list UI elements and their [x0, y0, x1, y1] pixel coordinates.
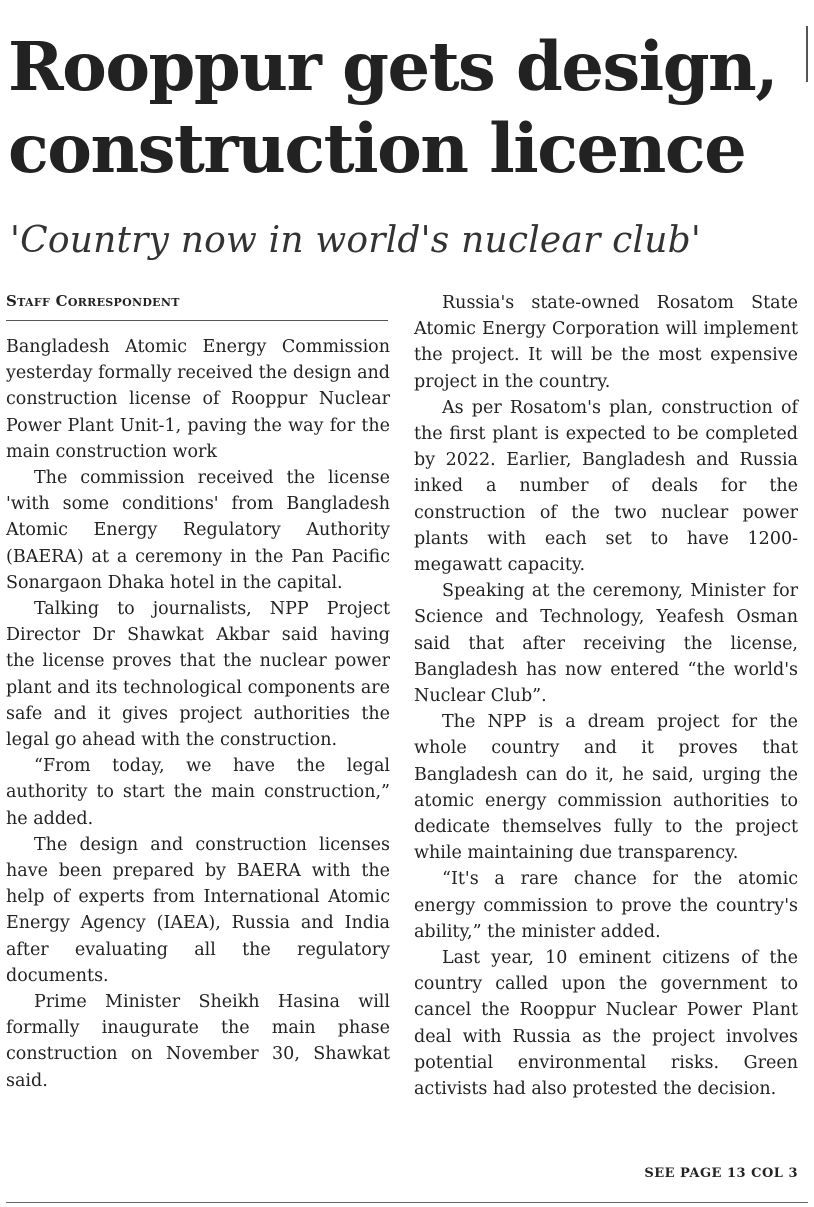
- paragraph: Prime Minister Sheikh Hasina will formally inaugurate the main phase construction on November 30, Shawkat said.: [6, 992, 390, 1091]
- paragraph: “From today, we have the legal authority to start the main construction,” he added.: [6, 756, 390, 829]
- article-column-right: [414, 290, 798, 1102]
- byline-divider: [6, 320, 388, 321]
- paragraph: Russia's state-owned Rosatom State Atomic Energy Corporation will implement the project. It will be the most expensive project in the country.: [414, 293, 798, 392]
- byline: Staff Correspondent: [6, 292, 180, 310]
- headline-line-1: Rooppur gets design,: [8, 27, 778, 106]
- subheadline: 'Country now in world's nuclear club': [10, 220, 701, 261]
- paragraph: Speaking at the ceremony, Minister for Science and Technology, Yeafesh Osman said that after receiving the license, Bangladesh has now entered “the world's Nuclear Club”.: [414, 581, 798, 707]
- paragraph: “It's a rare chance for the atomic energy commission to prove the country's ability,” the minister added.: [414, 869, 798, 942]
- paragraph: Talking to journalists, NPP Project Director Dr Shawkat Akbar said having the license proves that the nuclear power plant and its technological components are safe and it gives project authorities the legal go ahead with the construction.: [6, 599, 390, 751]
- headline: [8, 26, 808, 190]
- paragraph: The design and construction licenses have been prepared by BAERA with the help of experts from International Atomic Energy Agency (IAEA), Russia and India after evaluating all the regulatory documents.: [6, 834, 390, 986]
- headline-line-2: construction licence: [8, 109, 746, 188]
- paragraph: The NPP is a dream project for the whole country and it proves that Bangladesh can do it, he said, urging the atomic energy commission authorities to dedicate themselves fully to the project while maintaining due transparency.: [414, 712, 798, 864]
- bottom-divider: [6, 1202, 808, 1203]
- paragraph: The commission received the license 'with some conditions' from Bangladesh Atomic Energy Regulatory Authority (BAERA) at a ceremony in the Pan Pacific Sonargaon Dhaka hotel in the capital.: [6, 468, 390, 593]
- article-column-left: [6, 334, 390, 1094]
- paragraph: Bangladesh Atomic Energy Commission yesterday formally received the design and construction license of Rooppur Nuclear Power Plant Unit-1, paving the way for the main construction work: [6, 337, 390, 462]
- continuation-jump: SEE PAGE 13 COL 3: [644, 1166, 798, 1181]
- paragraph: Last year, 10 eminent citizens of the country called upon the government to cancel the Rooppur Nuclear Power Plant deal with Russia as the project involves potential environmental risks. Green activists had also protested the decision.: [414, 948, 798, 1100]
- paragraph: As per Rosatom's plan, construction of the first plant is expected to be completed by 2022. Earlier, Bangladesh and Russia inked a number of deals for the construction of the two nuclear power plants with each set to have 1200-megawatt capacity.: [414, 397, 798, 576]
